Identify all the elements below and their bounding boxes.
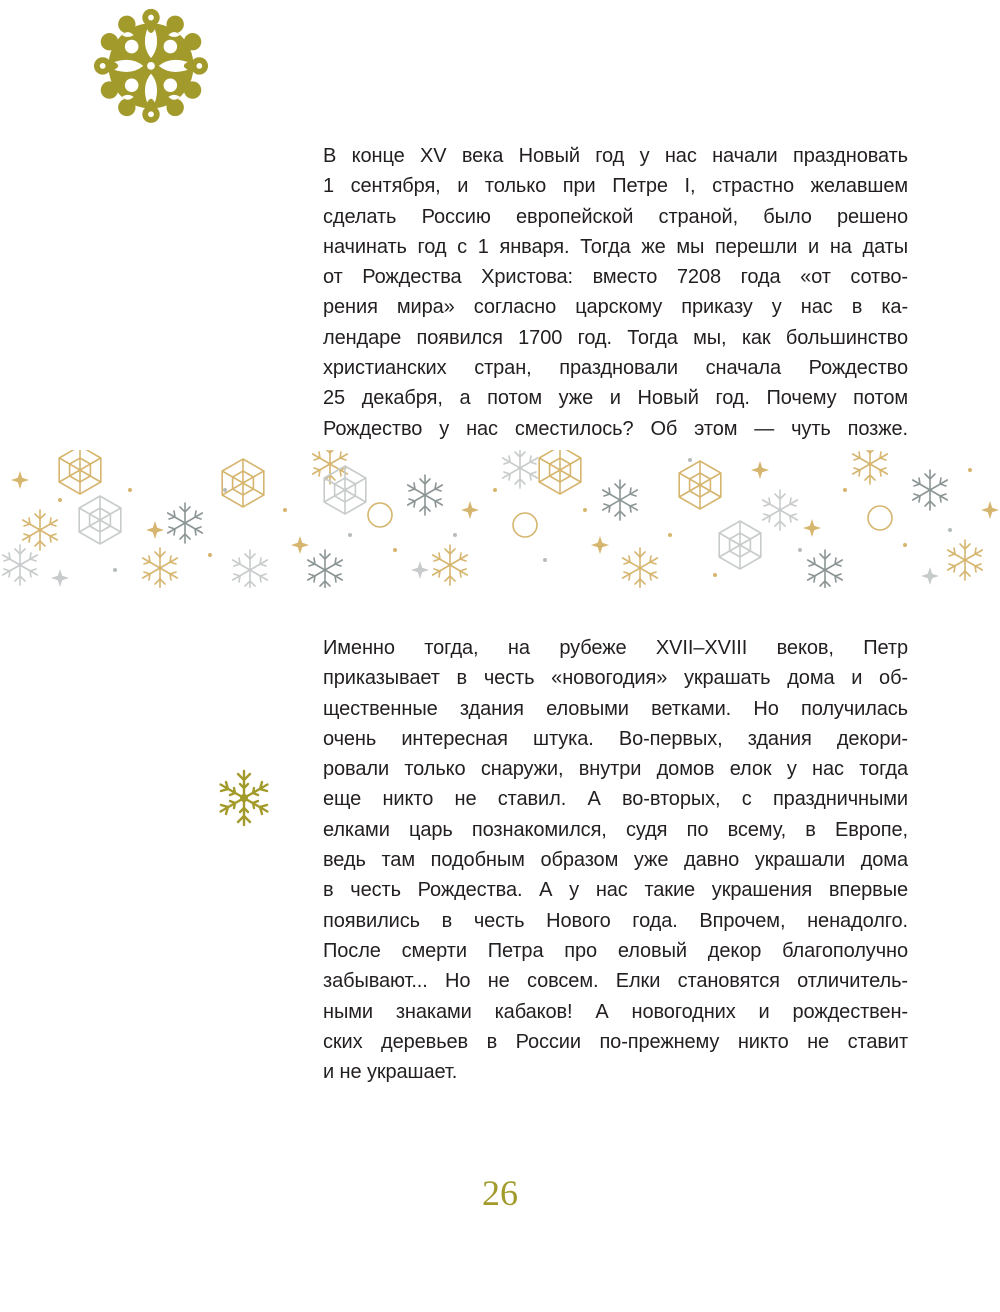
text-line: 1 сентября, и только при Петре I, страстно желавшем <box>323 175 908 198</box>
text-line: рения мира» согласно царскому приказу у нас в ка- <box>323 296 908 319</box>
snowflake-pattern <box>0 450 1000 588</box>
text-line: сделать Россию европейской страной, было решено <box>323 205 908 228</box>
snowflake-icon <box>214 768 274 828</box>
paragraph-1 <box>323 141 908 444</box>
circular-ornament-icon <box>93 0 209 126</box>
text-line: от Рождества Христова: вместо 7208 года «от сотво- <box>323 266 908 289</box>
text-line: елками царь познакомился, судя по всему, в Европе, <box>323 818 908 841</box>
text-line: и не украшает. <box>323 1061 458 1084</box>
text-line: ведь там подобным образом уже давно украшали дома <box>323 849 908 872</box>
text-line: Именно тогда, на рубеже XVII–XVIII веков, Петр <box>323 637 908 659</box>
paragraph-2 <box>323 633 908 1087</box>
text-line: щественные здания еловыми ветками. Но получилась <box>323 697 908 720</box>
text-line: ными знаками кабаков! А новогодних и рождествен- <box>323 1000 908 1023</box>
text-line: очень интересная штука. Во-первых, здания декори- <box>323 727 908 750</box>
text-line: Рождество у нас сместилось? Об этом — чуть позже. <box>323 417 908 440</box>
text-line: лендаре появился 1700 год. Тогда мы, как большинство <box>323 326 908 349</box>
text-line: После смерти Петра про еловый декор благополучно <box>323 939 908 962</box>
text-line: ровали только снаружи, внутри домов елок у нас тогда <box>323 758 908 781</box>
page-number: 26 <box>482 1173 518 1213</box>
text-line: в честь Рождества. А у нас такие украшения впервые <box>323 879 908 902</box>
text-line: начинать год с 1 января. Тогда же мы перешли и на даты <box>323 235 908 258</box>
text-line: ских деревьев в России по-прежнему никто не ставит <box>323 1030 908 1053</box>
text-line: 25 декабря, а потом уже и Новый год. Почему потом <box>323 387 908 410</box>
text-line: появились в честь Нового года. Впрочем, ненадолго. <box>323 909 908 932</box>
text-line: приказывает в честь «новогодия» украшать дома и об- <box>323 667 908 690</box>
text-line: христианских стран, праздновали сначала Рождество <box>323 357 908 380</box>
text-line: В конце XV века Новый год у нас начали праздновать <box>323 145 908 167</box>
text-line: еще никто не ставил. А во-вторых, с праздничными <box>323 788 908 811</box>
text-line: забывают... Но не совсем. Елки становятся отличитель- <box>323 970 908 993</box>
